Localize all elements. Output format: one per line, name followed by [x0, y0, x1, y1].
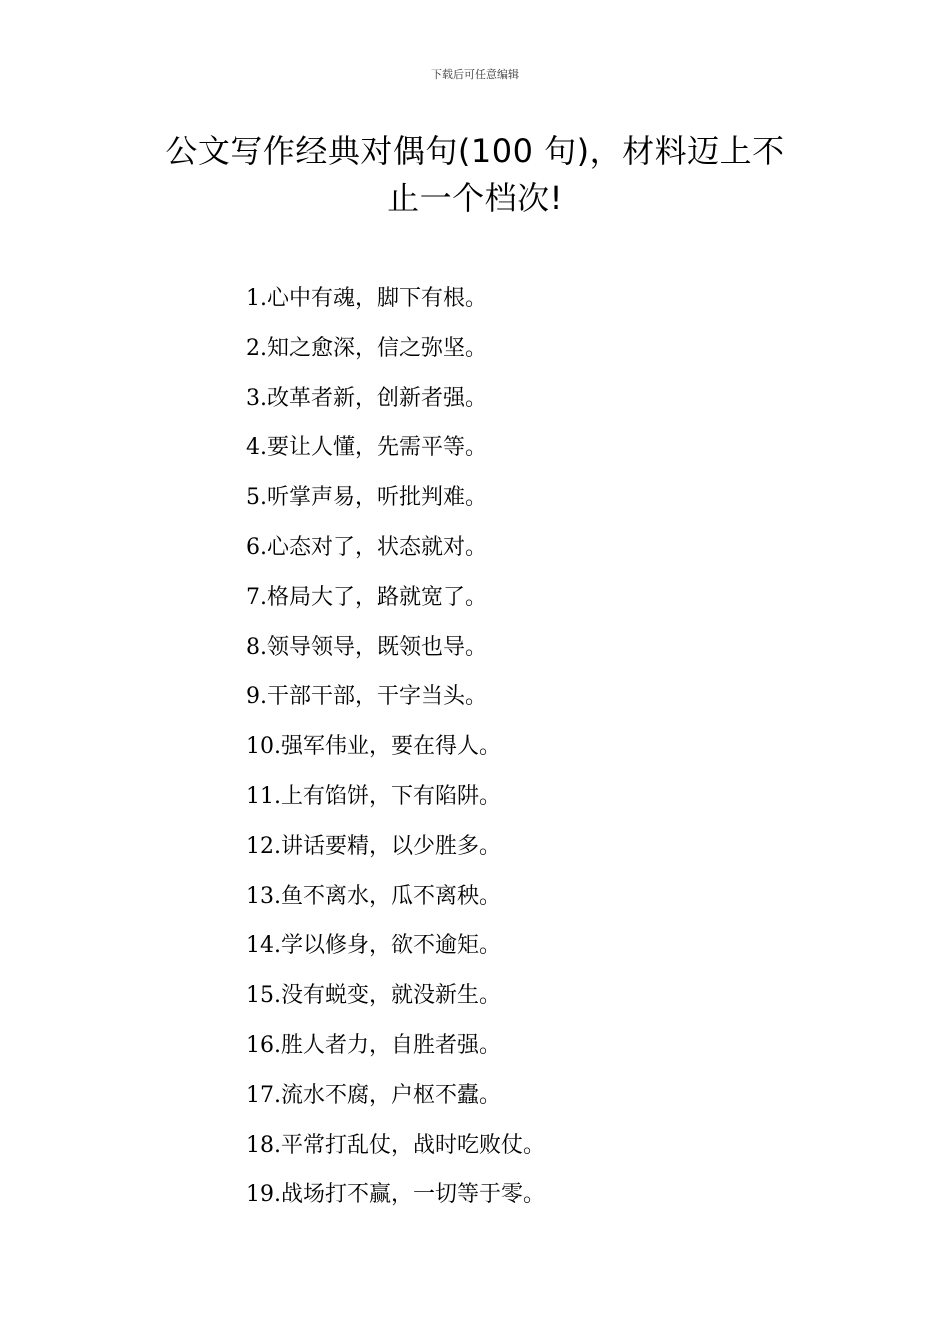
list-item: 12.讲话要精，以少胜多。 [246, 833, 501, 859]
list-item: 1.心中有魂，脚下有根。 [246, 286, 487, 311]
list-item: 17.流水不腐，户枢不蠹。 [246, 1082, 501, 1108]
title-line-1: 公文写作经典对偶句(100 句)，材料迈上不 [165, 132, 785, 170]
document-title [120, 128, 830, 222]
list-item: 13.鱼不离水，瓜不离秧。 [246, 883, 501, 909]
list-item: 7.格局大了，路就宽了。 [246, 584, 487, 610]
list-item: 8.领导领导，既领也导。 [246, 634, 487, 660]
list-item: 15.没有蜕变，就没新生。 [246, 983, 501, 1009]
list-item: 3.改革者新，创新者强。 [246, 385, 487, 411]
list-item: 19.战场打不赢，一切等于零。 [246, 1182, 545, 1208]
list-item: 16.胜人者力，自胜者强。 [246, 1032, 501, 1058]
list-item: 2.知之愈深，信之弥坚。 [246, 335, 487, 361]
title-line-2: 止一个档次! [387, 179, 563, 217]
list-item: 5.听掌声易，听批判难。 [246, 485, 487, 511]
list-item: 4.要让人懂，先需平等。 [246, 435, 487, 461]
phrase-list [246, 278, 545, 1224]
list-item: 11.上有馅饼，下有陷阱。 [246, 783, 501, 809]
list-item: 18.平常打乱仗，战时吃败仗。 [246, 1132, 545, 1158]
header-note: 下载后可任意编辑 [431, 68, 519, 81]
list-item: 6.心态对了，状态就对。 [246, 534, 487, 560]
list-item: 10.强军伟业，要在得人。 [246, 734, 501, 760]
list-item: 9.干部干部，干字当头。 [246, 684, 487, 710]
list-item: 14.学以修身，欲不逾矩。 [246, 933, 501, 959]
